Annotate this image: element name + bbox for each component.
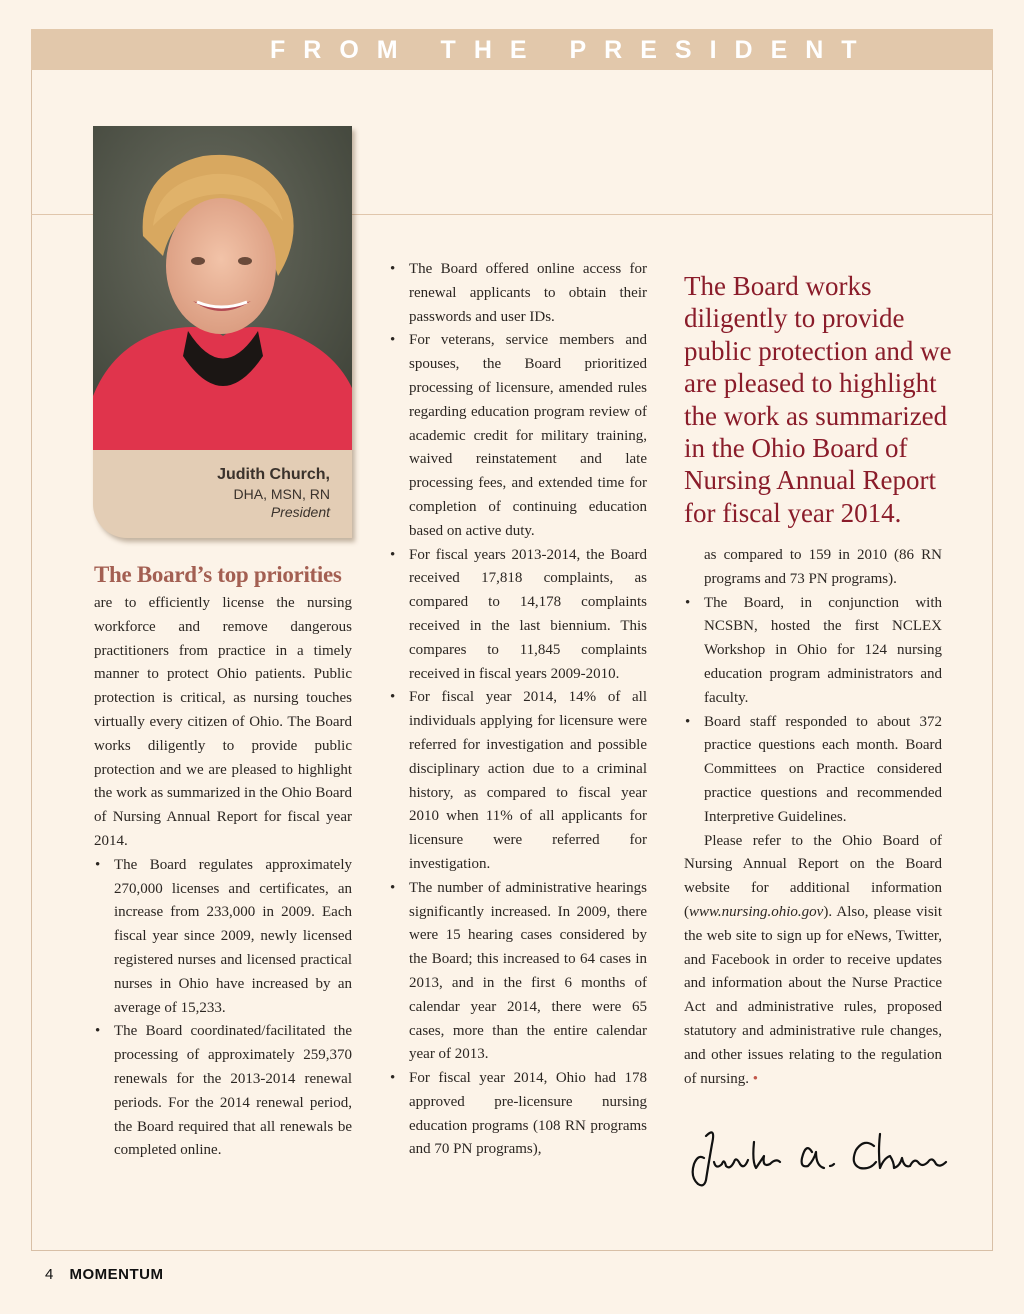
page-number: 4 — [45, 1266, 54, 1283]
list-item: • Board staff responded to about 372 practice questions each month. Board Committees on Practice considered practice questions and recommended Interpretive Guidelines. — [684, 711, 942, 830]
magazine-name: MOMENTUM — [69, 1266, 164, 1283]
section-title: FROM THE PRESIDENT — [270, 36, 875, 64]
column-3 — [684, 544, 942, 1091]
continuation-text: as compared to 159 in 2010 (86 RN programs and 73 PN programs). — [704, 547, 942, 587]
bullet-list-2 — [389, 258, 647, 1162]
profile-caption — [217, 466, 330, 520]
website-link[interactable]: www.nursing.ohio.gov — [689, 903, 824, 920]
page-footer — [45, 1266, 164, 1283]
president-photo — [93, 126, 352, 450]
list-item: • For fiscal years 2013-2014, the Board received 17,818 complaints, as compared to 14,178 complaints received in the last biennium. This compares to 11,845 complaints received in fiscal years 2009-2010. — [389, 544, 647, 687]
end-mark: • — [752, 1070, 759, 1087]
president-title: President — [270, 504, 330, 520]
signature-image — [684, 1122, 954, 1192]
list-item: • The Board coordinated/facilitated the processing of approximately 259,370 renewals for the 2013-2014 renewal periods. For the 2014 renewal period, the Board required that all renewals be completed online. — [94, 1020, 352, 1163]
list-item: • The Board regulates approximately 270,000 licenses and certificates, an increase from 233,000 in 2009. Each fiscal year since 2009, newly licensed registered nurses and licensed practical nurses in Ohio have increased by an average of 15,233. — [94, 854, 352, 1021]
profile-card — [93, 126, 352, 538]
closing-text-after: ). Also, please visit the web site to sign up for eNews, Twitter, and Facebook in order to receive updates and information about the Nurse Practice Act and administrative rules, proposed statutory and administrative rule changes, and other issues relating to the regulation of nursing. — [684, 903, 942, 1087]
section-heading: The Board’s top priorities — [94, 562, 342, 587]
list-item: • For veterans, service members and spouses, the Board prioritized processing of licensure, amended rules regarding education program review of academic credit for military training, waived reinstatement and late processing fees, and extended time for completion of continuing education based on active duty. — [389, 329, 647, 543]
list-item: • The Board, in conjunction with NCSBN, hosted the first NCLEX Workshop in Ohio for 124 nursing education program administrators and faculty. — [684, 592, 942, 711]
column-2 — [389, 258, 647, 1162]
bullet-list-3 — [684, 592, 942, 830]
closing-paragraph — [684, 830, 942, 1092]
president-credentials: DHA, MSN, RN — [233, 486, 330, 502]
list-item: • The number of administrative hearings significantly increased. In 2009, there were 15 hearing cases considered by the Board; this increased to 64 cases in 2013, and in the first 6 months of calendar year 2014, there were 65 cases, more than the entire calendar year of 2013. — [389, 877, 647, 1067]
list-item: • For fiscal year 2014, Ohio had 178 approved pre-licensure nursing education programs (108 RN programs and 70 PN programs), — [389, 1067, 647, 1162]
pull-quote: The Board works diligently to provide public protection and we are pleased to highlight the work as summarized in the Ohio Board of Nursing Annual Report for fiscal year 2014. — [684, 271, 952, 528]
president-name: Judith Church, — [217, 466, 330, 483]
list-item: • For fiscal year 2014, 14% of all individuals applying for licensure were referred for investigation and possible disciplinary action due to a criminal history, as compared to fiscal year 2010 when 11% of all applicants for licensure were referred for investigation. — [389, 686, 647, 876]
column-1 — [94, 560, 352, 1163]
list-item: • The Board offered online access for renewal applicants to obtain their passwords and user IDs. — [389, 258, 647, 329]
intro-paragraph: are to efficiently license the nursing workforce and remove dangerous practitioners from practice in a timely manner to protect Ohio patients. Public protection is critical, as nursing touches virtually every citizen of Ohio. The Board works diligently to provide public protection and we are pleased to highlight the work as summarized in the Ohio Board of Nursing Annual Report for fiscal year 2014. — [94, 595, 352, 849]
bullet-list-1 — [94, 854, 352, 1163]
closing-text-before: Please refer to the Ohio Board of Nursing Annual Report on the Board website for additional information ( — [684, 832, 942, 920]
